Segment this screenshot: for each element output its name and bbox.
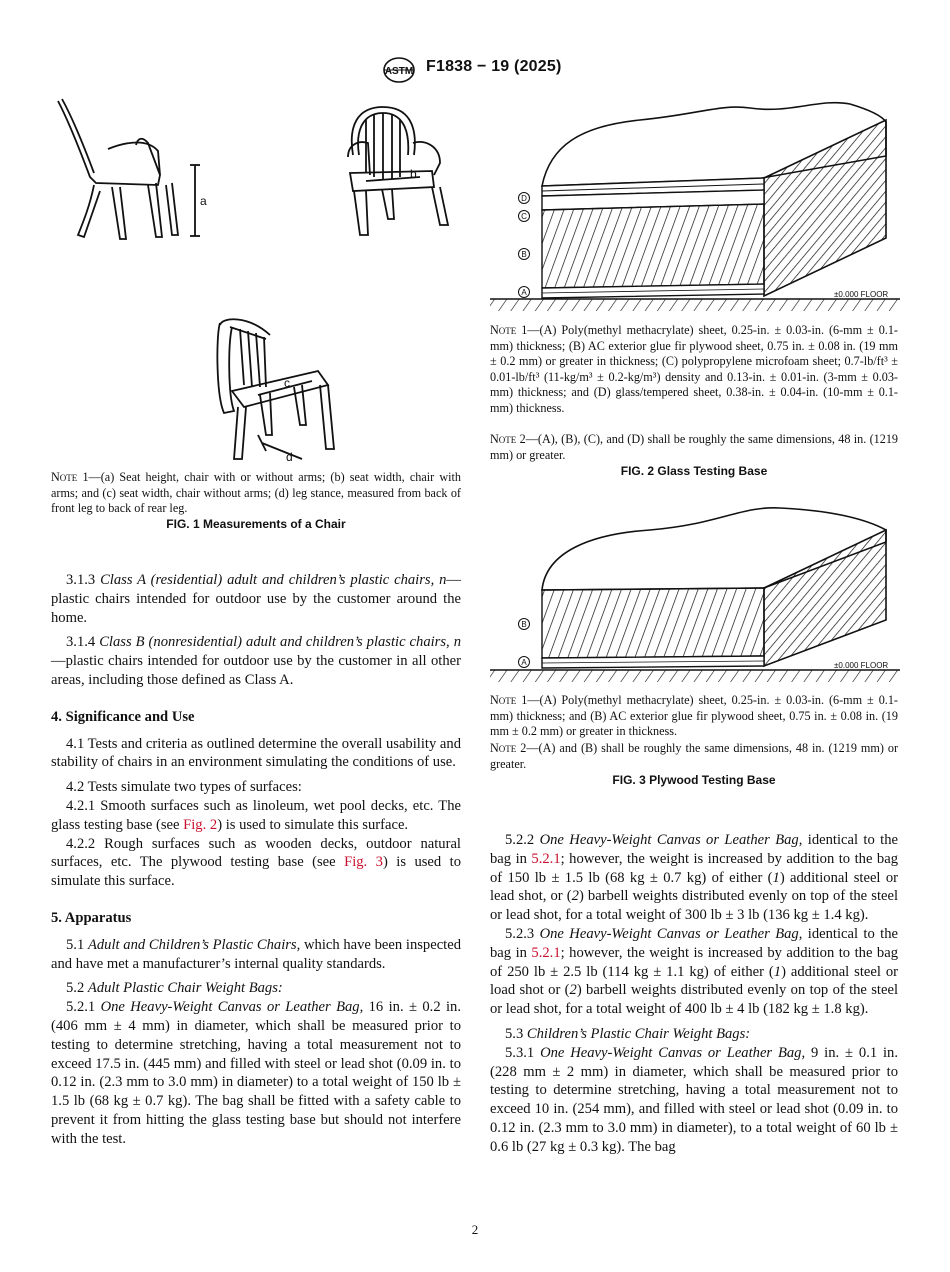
fig2-caption: FIG. 2 Glass Testing Base — [620, 464, 768, 478]
fig3-floor-label: ±0.000 FLOOR — [834, 661, 889, 670]
fig3-note-2: Note 2—(A) and (B) shall be roughly the same dimensions, 48 in. (1219 mm) or greater. — [490, 741, 899, 771]
fig3-caption: FIG. 3 Plywood Testing Base — [612, 773, 776, 787]
para-4-2: 4.2 Tests simulate two types of surfaces: — [66, 779, 302, 796]
para-5-2: 5.2 Adult Plastic Chair Weight Bags: — [66, 980, 283, 997]
fig1-label-d: d — [286, 450, 293, 464]
fig2-marker-a: A — [521, 288, 527, 297]
para-4-2-2: 4.2.2 Rough surfaces such as wooden decks, outdoor natural surfaces, etc. The plywood testing base (see Fig. 3) is used to simulate this surface. — [51, 835, 462, 890]
para-4-1: 4.1 Tests and criteria as outlined determine the overall usability and stability of chairs in an environment simulating the conditions of use. — [51, 735, 461, 771]
para-3-1-4: 3.1.4 Class B (nonresidential) adult and children’s plastic chairs, n—plastic chairs intended for outdoor use by the customer in all other areas, including those defined as Class A. — [51, 634, 461, 688]
page-number: 2 — [471, 1222, 479, 1237]
fig2-marker-b: B — [521, 250, 527, 259]
astm-logo-icon — [381, 55, 417, 85]
para-5-2-2: 5.2.2 One Heavy-Weight Canvas or Leather Bag, identical to the bag in 5.2.1; however, the weight is increased by addition to the bag of 150 lb ± 1.5 lb (68 kg ± 0.7 kg) of either (1) additional steel or lead shot, or (2) barbell weights distributed evenly on top of the steel or lead shot, for a total weight of 300 lb ± 3 lb (136 kg ± 1.4 kg). — [490, 832, 899, 924]
fig2-note-2: Note 2—(A), (B), (C), and (D) shall be roughly the same dimensions, 48 in. (1219 mm) or greater. — [490, 432, 899, 462]
fig1-label-c: c — [284, 376, 290, 390]
ref-5-2-1-link-2[interactable]: 5.2.1 — [531, 944, 561, 961]
right-column — [490, 831, 898, 1157]
para-5-3: 5.3 Children’s Plastic Chair Weight Bags: — [505, 1025, 751, 1042]
left-column — [51, 571, 461, 1149]
svg-text:ASTM: ASTM — [384, 66, 414, 77]
fig2-link[interactable]: Fig. 2 — [183, 816, 218, 833]
para-5-1: 5.1 Adult and Children’s Plastic Chairs, which have been inspected and have met a manufacturer’s internal quality standards. — [51, 936, 461, 972]
fig3-drawing — [490, 502, 900, 692]
section-4-heading: 4. Significance and Use — [51, 708, 195, 725]
fig2-note-1: Note 1—(A) Poly(methyl methacrylate) sheet, 0.25-in. ± 0.03-in. (6-mm ± 0.1-mm) thickness; (B) AC exterior glue fir plywood sheet, 0.75 in. ± 0.08 in. (19 mm ± 0.2 mm) or greater in thickness; (C) polypropylene microfoam sheet; 0.7-lb/ft³ ± 0.01-lb/ft³ (11-kg/m³ ± 0.2-kg/m³) density and 0.13-in. ± 0.01-in. (3-mm ± 0.03-mm) thickness; and (D) glass/tempered sheet, 0.38-in. ± 0.04-in. (10-mm ± 0.1-mm) thickness. — [490, 323, 898, 415]
page-header — [0, 55, 950, 85]
fig2-marker-d: D — [521, 194, 527, 203]
fig3-marker-a: A — [521, 658, 527, 667]
designation: F1838 − 19 (2025) — [426, 58, 562, 75]
fig1-label-a: a — [200, 194, 207, 208]
chair-side-view — [58, 99, 200, 239]
chair-armless-view — [217, 319, 334, 459]
fig2-marker-c: C — [521, 212, 527, 221]
fig1-caption: FIG. 1 Measurements of a Chair — [166, 517, 346, 531]
fig1-drawing — [48, 95, 468, 465]
fig1-note: Note 1—(a) Seat height, chair with or without arms; (b) seat width, chair with arms; and (c) seat width, chair without arms; (d) leg stance, measured from back of front leg to back of rear leg. — [51, 470, 461, 516]
para-5-2-1: 5.2.1 One Heavy-Weight Canvas or Leather Bag, 16 in. ± 0.2 in. (406 mm ± 4 mm) in diameter, which shall be measured prior to testing to determine stretching, having a total measurement not to exceed 17.5 in. (445 mm) and filled with steel or lead shot (0.09 in. to 0.12 in. (2.3 mm to 3.0 mm) in diameter) to a total weight of 150 lb ± 1.5 lb (68 kg ± 0.7 kg). The bag shall be fitted with a safety cable to prevent it from hitting the glass testing base but should not interfere with the test. — [51, 999, 462, 1147]
para-3-1-3: 3.1.3 Class A (residential) adult and children’s plastic chairs, n—plastic chairs intended for outdoor use by the customer around the home. — [51, 572, 461, 626]
fig1-label-b: b — [410, 167, 417, 181]
para-5-3-1: 5.3.1 One Heavy-Weight Canvas or Leather Bag, 9 in. ± 0.1 in. (228 mm ± 2 mm) in diameter, which shall be measured prior to testing to determine stretching, having a total measurement not to exceed 10 in. (254 mm), and filled with steel or lead shot (0.09 in. to 0.12 in. (2.3 mm to 3.0 mm) in diameter), to a total weight of 60 lb ± 0.6 lb (27 kg ± 0.3 kg). The bag — [490, 1044, 899, 1155]
fig3-link[interactable]: Fig. 3 — [344, 854, 383, 871]
para-5-2-3: 5.2.3 One Heavy-Weight Canvas or Leather Bag, identical to the bag in 5.2.1; however, the weight is increased by addition to the bag of 250 lb ± 2.5 lb (114 kg ± 1.1 kg) of either (1) additional steel or load shot or (2) barbell weights distributed evenly on top of the steel or lead shot, for a total weight of 400 lb ± 4 lb (182 kg ± 1.8 kg). — [490, 925, 898, 1018]
section-5-heading: 5. Apparatus — [51, 909, 132, 926]
fig3-note-1: Note 1—(A) Poly(methyl methacrylate) sheet, 0.25-in. ± 0.03-in. (6-mm ± 0.1-mm) thickness; and (B) AC exterior glue fir plywood sheet, 0.75 in. ± 0.08 in. (19 mm ± 0.2 mm) or greater in thickness. — [490, 693, 898, 739]
fig3-marker-b: B — [521, 620, 527, 629]
chair-front-view-arms — [348, 107, 448, 235]
ref-5-2-1-link[interactable]: 5.2.1 — [531, 850, 561, 867]
fig2-drawing — [490, 96, 900, 316]
para-4-2-1: 4.2.1 Smooth surfaces such as linoleum, wet pool decks, etc. The glass testing base (see Fig. 2) is used to simulate this surface. — [51, 797, 461, 833]
fig2-floor-label: ±0.000 FLOOR — [834, 290, 889, 299]
